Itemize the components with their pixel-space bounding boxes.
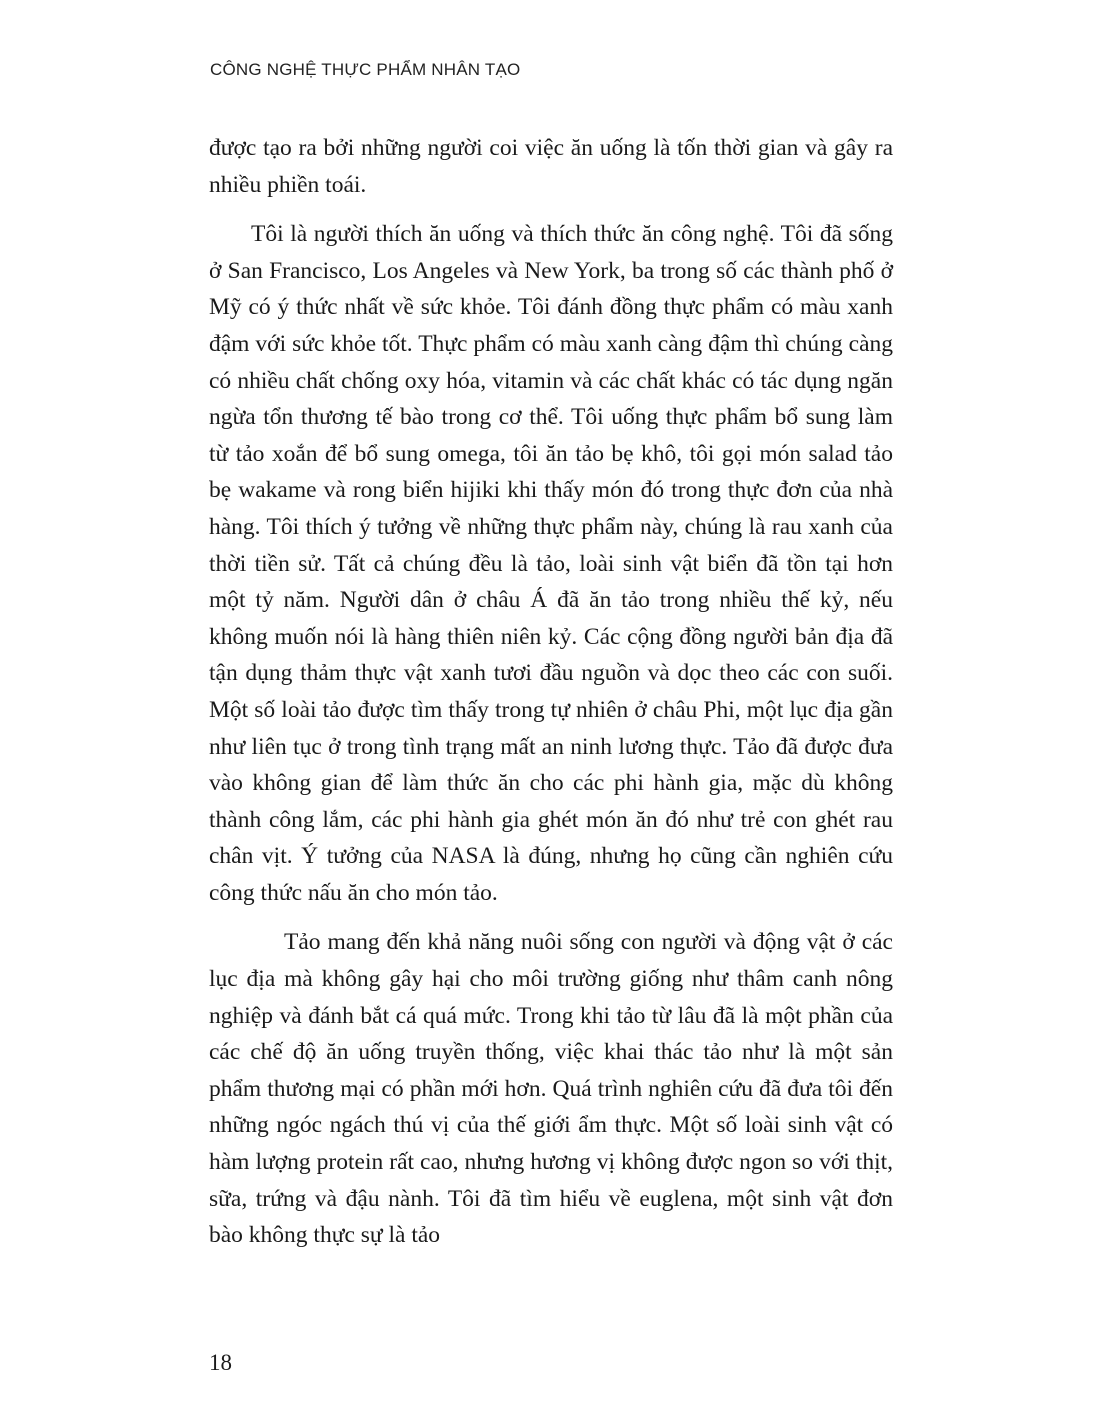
paragraph-algae-potential: Tảo mang đến khả năng nuôi sống con người và động vật ở các lục địa mà không gây hại cho môi trường giống như thâm canh nông nghiệp và đánh bắt cá quá mức. Trong khi tảo từ lâu đã là một phần của các chế độ ăn uống truyền thống, việc khai thác tảo như là một sản phẩm thương mại có phần mới hơn. Quá trình nghiên cứu đã đưa tôi đến những ngóc ngách thú vị của thế giới ẩm thực. Một số loài sinh vật có hàm lượng protein rất cao, nhưng hương vị không được ngon so với thịt, sữa, trứng và đậu nành. Tôi đã tìm hiểu về euglena, một sinh vật đơn bào không thực sự là tảo [209, 929, 893, 1249]
paragraph-algae-experience: Tôi là người thích ăn uống và thích thức ăn công nghệ. Tôi đã sống ở San Francisco, Los Angeles và New York, ba trong số các thành phố ở Mỹ có ý thức nhất về sức khỏe. Tôi đánh đồng thực phẩm có màu xanh đậm với sức khỏe tốt. Thực phẩm có màu xanh càng đậm thì chúng càng có nhiều chất chống oxy hóa, vitamin và các chất khác có tác dụng ngăn ngừa tổn thương tế bào trong cơ thể. Tôi uống thực phẩm bổ sung làm từ tảo xoắn để bổ sung omega, tôi ăn tảo bẹ khô, tôi gọi món salad tảo bẹ wakame và rong biển hijiki khi thấy món đó trong thực đơn của nhà hàng. Tôi thích ý tưởng về những thực phẩm này, chúng là rau xanh của thời tiền sử. Tất cả chúng đều là tảo, loài sinh vật biển đã tồn tại hơn một tỷ năm. Người dân ở châu Á đã ăn tảo trong nhiều thế kỷ, nếu không muốn nói là hàng thiên niên kỷ. Các cộng đồng người bản địa đã tận dụng thảm thực vật xanh tươi đầu nguồn và dọc theo các con suối. Một số loài tảo được tìm thấy trong tự nhiên ở châu Phi, một lục địa gần như liên tục ở trong tình trạng mất an ninh lương thực. Tảo đã được đưa vào không gian để làm thức ăn cho các phi hành gia, mặc dù không thành công lắm, các phi hành gia ghét món ăn đó như trẻ con ghét rau chân vịt. Ý tưởng của NASA là đúng, nhưng họ cũng cần nghiên cứu công thức nấu ăn cho món tảo. [209, 221, 893, 906]
body-text [209, 130, 893, 1254]
running-header: CÔNG NGHỆ THỰC PHẨM NHÂN TẠO [210, 60, 521, 79]
paragraph-continued: được tạo ra bởi những người coi việc ăn uống là tốn thời gian và gây ra nhiều phiền toái. [209, 135, 893, 198]
page-number: 18 [209, 1350, 232, 1375]
